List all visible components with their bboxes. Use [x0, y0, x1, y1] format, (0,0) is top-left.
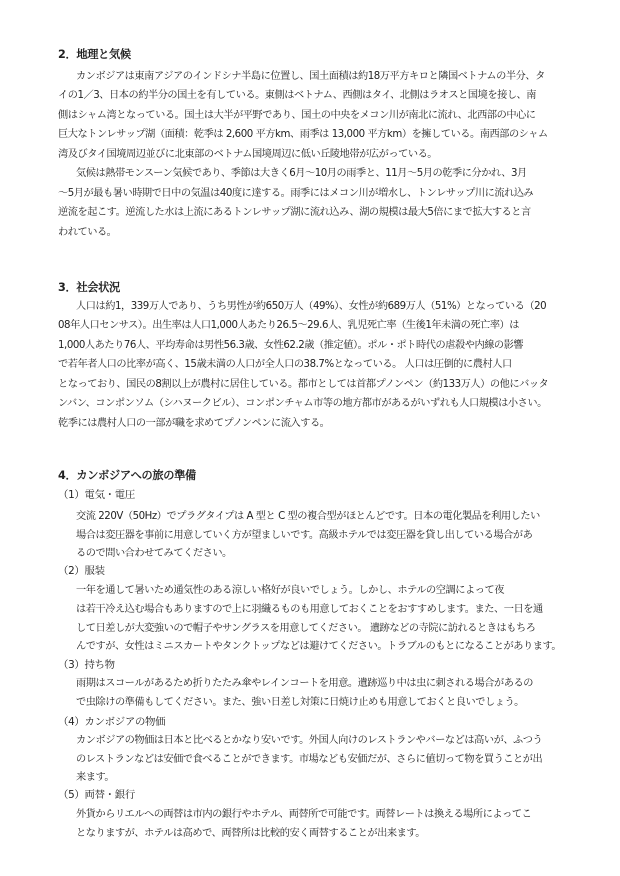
text-line: 一年を通して暑いため通気性のある涼しい格好が良いでしょう。しかし、ホテルの空調によって夜 [76, 585, 504, 596]
text-line: 08年人口センサス）。出生率は人口1,000人あたり26.5～29.6人、乳児死亡率（生後1年未満の死亡率）は [58, 320, 520, 331]
text-line: 雨期はスコールがあるため折りたたみ傘やレインコートを用意。遺跡巡り中は虫に刺される場合があるの [76, 678, 533, 689]
text-line: るので問い合わせてみてください。 [76, 548, 232, 559]
text-line: 湾及びタイ国境周辺並びに北東部のベトナム国境周辺に低い丘陵地帯が広がっている。 [58, 149, 438, 160]
text-line: われている。 [58, 227, 117, 238]
subsection-title: （5）両替・銀行 [58, 789, 135, 801]
text-line: 側はシャム湾となっている。国土は大半が平野であり、国土の中央をメコン川が南北に流れ、北西部の中心に [58, 110, 536, 121]
section-heading: 4．カンボジアへの旅の準備 [58, 469, 196, 482]
text-line: カンボジアの物価は日本と比べるとかなり安いです。外国人向けのレストランやバーなどは高いが、ふつう [76, 735, 543, 746]
text-line: 乾季には農村人口の一部が職を求めてプノンペンに流入する。 [58, 418, 330, 429]
section-heading: 3．社会状況 [58, 281, 120, 294]
subsection-title: （3）持ち物 [58, 659, 115, 671]
text-line: で若年者人口の比率が高く、15歳未満の人口が全人口の38.7%となっている。 人口は圧倒的に農村人口 [58, 359, 512, 370]
subsection-title: （2）服装 [58, 565, 105, 577]
text-line: 気候は熱帯モンスーン気候であり、季節は大きく6月～10月の雨季と、11月～5月の乾季に分かれ、3月 [76, 168, 527, 179]
text-line: 場合は変圧器を事前に用意していく方が望ましいです。高級ホテルでは変圧器を貸し出している場合があ [76, 530, 533, 541]
subsection-title: （1）電気・電圧 [58, 489, 135, 501]
text-line: 逆流を起こす。逆流した水は上流にあるトンレサップ湖に流れ込み、湖の規模は最大5倍にまで拡大すると言 [58, 207, 531, 218]
text-line: となりますが、ホテルは高めで、両替所は比較的安く両替することが出来ます。 [76, 828, 426, 839]
text-line: 人口は約1，339万人であり、うち男性が約650万人（49%）、女性が約689万人（51%）となっている（20 [76, 301, 547, 312]
text-line: カンボジアは東南アジアのインドシナ半島に位置し、国土面積は約18万平方キロと隣国ベトナムの半分、タ [76, 71, 545, 82]
text-line: 来ます。 [76, 772, 115, 783]
text-line: して日差しが大変強いので帽子やサングラスを用意してください。 遺跡などの寺院に訪れるときはもちろ [76, 623, 536, 634]
text-line: 交流 220V（50Hz）でプラグタイプは A 型と C 型の複合型がほとんどです。日本の電化製品を利用したい [76, 511, 540, 522]
text-line: 巨大なトンレサップ湖（面積：乾季は 2,600 平方km、雨季は 13,000 平方km）を擁している。南西部のシャム [58, 129, 548, 140]
section-heading: 2．地理と気候 [58, 48, 131, 61]
text-line: で虫除けの準備もしてください。また、強い日差し対策に日焼け止めも用意しておくと良いでしょう。 [76, 697, 524, 708]
text-line: 1,000人あたり76人、平均寿命は男性56.3歳、女性62.2歳（推定値）。ポル・ポト時代の虐殺や内線の影響 [58, 340, 524, 351]
text-line: となっており、国民の8割以上が農村に居住している。都市としては首都プノンペン（約133万人）の他にバッタ [58, 379, 549, 390]
text-line: イの1／3、日本の約半分の国土を有している。東側はベトナム、西側はタイ、北側はラオスと国境を接し、南 [58, 90, 537, 101]
text-line: ～5月が最も暑い時期で日中の気温は40度に達する。雨季にはメコン川が増水し、トンレサップ川に流れ込み [58, 188, 534, 199]
text-line: 外貨からリエルへの両替は市内の銀行やホテル、両替所で可能です。両替レートは換える場所によってこ [76, 809, 532, 820]
text-line: は若干冷え込む場合もありますので上に羽織るものも用意しておくことをおすすめします。また、一日を通 [76, 604, 543, 615]
subsection-title: （4）カンボジアの物価 [58, 716, 166, 728]
text-line: のレストランなどは安価で食べることができます。市場なども安価だが、さらに値切って物を買うことが出 [76, 754, 543, 765]
text-line: んですが、女性はミニスカートやタンクトップなどは避けてください。トラブルのもとになることがあります。 [76, 641, 562, 652]
text-line: ンバン、コンポンソム（シハヌークビル）、コンポンチャム市等の地方都市があるがいずれも人口規模は小さい。 [58, 398, 547, 409]
